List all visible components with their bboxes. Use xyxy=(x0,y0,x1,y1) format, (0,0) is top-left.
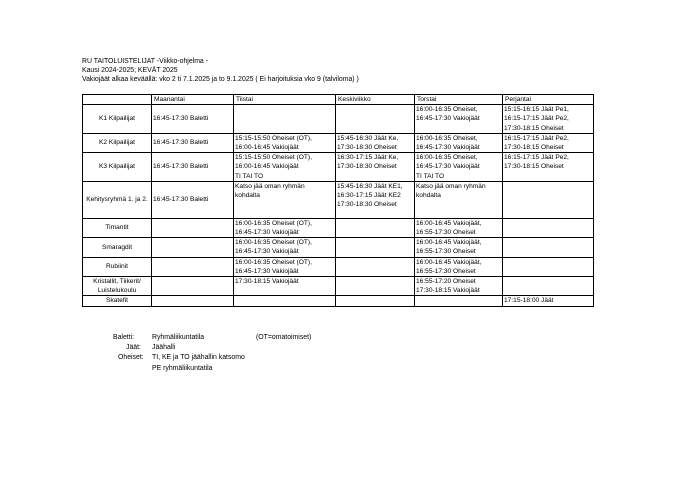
schedule-cell-friday xyxy=(503,277,594,296)
schedule-cell-friday xyxy=(503,257,594,276)
schedule-entry: 16:00-16:35 Oheiset (OT), xyxy=(235,258,312,266)
schedule-entry: kohdalta xyxy=(235,192,260,200)
schedule-entry: 16:45-17:30 Vakiojäät xyxy=(416,115,480,123)
schedule-entry: TI TAI TO xyxy=(235,172,264,180)
schedule-cell-tuesday xyxy=(234,238,336,257)
table-row xyxy=(83,133,594,152)
group-name-cell: Smaragdit xyxy=(83,238,152,257)
schedule-entry: 17:30-18:15 Vakiojäät xyxy=(416,287,480,295)
schedule-entry: 16:00-16:35 Oheiset, xyxy=(416,154,478,162)
schedule-entry: 15:15-15:50 Oheiset (OT), xyxy=(235,154,312,162)
schedule-cell-tuesday xyxy=(234,257,336,276)
schedule-entry: 16:45-17:30 Baletti xyxy=(153,139,209,147)
schedule-entry: Katso jää oman ryhmän xyxy=(235,182,305,190)
table-row xyxy=(83,296,594,306)
schedule-entry: 15:45-16:30 Jäät Ke, xyxy=(337,134,399,142)
legend-jaat-label: Jäät: xyxy=(126,344,141,351)
schedule-cell-monday xyxy=(152,181,234,218)
legend-oheiset-label: Oheiset: xyxy=(118,354,144,361)
schedule-entry: 16:15-17:15 Jäät Pe2, xyxy=(504,134,569,142)
schedule-cell-monday xyxy=(152,257,234,276)
schedule-entry: 15:15-16:15 Jäät Pe1, xyxy=(504,106,569,114)
schedule-cell-wednesday xyxy=(336,133,415,152)
schedule-entry: 17:15-18:00 Jäät xyxy=(504,297,554,305)
group-name-cell: Rubiinit xyxy=(83,257,152,276)
header-cell-group xyxy=(83,95,152,105)
schedule-entry: 16:00-16:35 Oheiset, xyxy=(416,106,478,114)
season-line: Kausi 2024-2025; KEVÄT 2025 xyxy=(82,67,178,74)
table-row xyxy=(83,238,594,257)
schedule-entry: 17:30-18:30 Oheiset xyxy=(337,144,397,152)
schedule-cell-thursday xyxy=(415,296,503,306)
schedule-entry: 16:45-17:30 Baletti xyxy=(153,115,209,123)
schedule-entry: 16:30-17:15 Jäät KE2 xyxy=(337,192,401,200)
schedule-cell-wednesday xyxy=(336,277,415,296)
schedule-entry: 16:00-16:35 Oheiset (OT), xyxy=(235,219,312,227)
schedule-cell-wednesday xyxy=(336,218,415,237)
schedule-cell-monday xyxy=(152,218,234,237)
schedule-cell-friday xyxy=(503,296,594,306)
legend-ot-note: (OT=omatoimiset) xyxy=(256,334,312,341)
schedule-entry: 15:15-15:50 Oheiset (OT), xyxy=(235,134,312,142)
schedule-cell-monday xyxy=(152,238,234,257)
schedule-entry: 16:30-17:15 Jäät Ke, xyxy=(337,154,399,162)
table-row xyxy=(83,181,594,218)
schedule-cell-thursday xyxy=(415,218,503,237)
legend-baletti-label: Baletti: xyxy=(113,334,135,341)
schedule-cell-tuesday xyxy=(234,105,336,134)
schedule-cell-friday xyxy=(503,105,594,134)
schedule-cell-thursday xyxy=(415,181,503,218)
schedule-cell-friday xyxy=(503,133,594,152)
schedule-entry: 16:00-16:45 Vakiojäät xyxy=(235,144,299,152)
schedule-cell-wednesday xyxy=(336,105,415,134)
header-cell-wednesday: Keskiviikko xyxy=(336,95,415,105)
schedule-cell-thursday xyxy=(415,277,503,296)
table-header-row xyxy=(83,95,594,105)
schedule-entry: 16:45-17:30 Vakiojäät xyxy=(235,248,299,256)
weekly-schedule-table xyxy=(82,94,594,307)
schedule-entry: 16:45-17:30 Vakiojäät xyxy=(416,144,480,152)
schedule-entry: 16:55-17:30 Oheiset xyxy=(416,229,476,237)
schedule-cell-thursday xyxy=(415,105,503,134)
schedule-entry: 16:45-17:30 Vakiojäät xyxy=(235,229,299,237)
schedule-entry: 16:45-17:30 Baletti xyxy=(153,163,209,171)
schedule-cell-friday xyxy=(503,238,594,257)
start-date-line: Vakiojäät alkaa keväällä: vko 2 ti 7.1.2025 ja to 9.1.2025 ( Ei harjoituksia vko 9 (talviloma) ) xyxy=(82,76,359,83)
schedule-entry: 16:00-16:45 Vakiojäät, xyxy=(416,239,482,247)
schedule-cell-monday xyxy=(152,153,234,182)
schedule-entry: kohdalta xyxy=(416,192,441,200)
group-name-cell: K1 Kilpailijat xyxy=(83,105,152,134)
schedule-entry: 15:45-16:30 Jäät KE1, xyxy=(337,182,403,190)
header-cell-thursday: Torstai xyxy=(415,95,503,105)
schedule-cell-monday xyxy=(152,133,234,152)
schedule-entry: 17:30-18:30 Oheiset xyxy=(337,163,397,171)
legend-baletti-value: Ryhmäliikuntatila xyxy=(152,334,205,341)
schedule-cell-monday xyxy=(152,105,234,134)
schedule-cell-tuesday xyxy=(234,277,336,296)
schedule-cell-thursday xyxy=(415,238,503,257)
table-row xyxy=(83,153,594,182)
legend-oheiset-value-2: PE ryhmäliikuntatila xyxy=(152,365,213,372)
table-row xyxy=(83,277,594,296)
schedule-entry: 16:45-17:30 Vakiojäät xyxy=(416,163,480,171)
schedule-cell-friday xyxy=(503,153,594,182)
schedule-entry: 17:30-18:15 Oheiset xyxy=(504,163,564,171)
schedule-cell-wednesday xyxy=(336,296,415,306)
schedule-entry: 16:00-16:45 Vakiojäät, xyxy=(416,258,482,266)
schedule-entry: 16:15-17:15 Jäät Pe2, xyxy=(504,154,569,162)
schedule-cell-friday xyxy=(503,181,594,218)
schedule-cell-thursday xyxy=(415,153,503,182)
header-cell-friday: Perjantai xyxy=(503,95,594,105)
schedule-entry: 16:00-16:35 Oheiset (OT), xyxy=(235,239,312,247)
schedule-cell-monday xyxy=(152,277,234,296)
schedule-entry: 16:15-17:15 Jäät Pe2, xyxy=(504,115,569,123)
header-cell-monday: Maanantai xyxy=(152,95,234,105)
document-title: RU TAITOLUISTELIJAT -Viikko-ohjelma - xyxy=(82,58,208,65)
schedule-cell-tuesday xyxy=(234,133,336,152)
schedule-entry: 16:55-17:30 Oheiset xyxy=(416,267,476,275)
schedule-cell-thursday xyxy=(415,257,503,276)
schedule-entry: 16:55-17:30 Oheiset xyxy=(416,248,476,256)
schedule-entry: 16:45-17:30 Vakiojäät xyxy=(235,267,299,275)
group-name-cell: K2 Kilpailijat xyxy=(83,133,152,152)
schedule-entry: 16:00-16:45 Vakiojäät xyxy=(235,163,299,171)
table-row xyxy=(83,218,594,237)
schedule-entry: 17:30-18:15 Vakiojäät xyxy=(235,278,299,286)
schedule-entry: 17:30-18:30 Oheiset xyxy=(337,201,397,209)
schedule-entry: 16:55-17:20 Oheiset xyxy=(416,278,476,286)
schedule-entry: TI TAI TO xyxy=(416,172,445,180)
schedule-entry: Katso jää oman ryhmän xyxy=(416,182,486,190)
group-name-cell: Skatefit xyxy=(83,296,152,306)
table-row xyxy=(83,105,594,134)
schedule-entry: 16:00-16:45 Vakiojäät, xyxy=(416,219,482,227)
legend-jaat-value: Jäähalli xyxy=(152,344,176,351)
schedule-cell-wednesday xyxy=(336,238,415,257)
schedule-cell-monday xyxy=(152,296,234,306)
schedule-cell-tuesday xyxy=(234,181,336,218)
schedule-cell-tuesday xyxy=(234,218,336,237)
group-name-cell: K3 Kilpailijat xyxy=(83,153,152,182)
schedule-cell-tuesday xyxy=(234,296,336,306)
schedule-entry: 16:00-16:35 Oheiset, xyxy=(416,134,478,142)
header-cell-tuesday: Tiistai xyxy=(234,95,336,105)
schedule-entry: 16:45-17:30 Baletti xyxy=(153,196,209,204)
legend-oheiset-value: TI, KE ja TO jäähallin katsomo xyxy=(152,354,245,361)
schedule-cell-friday xyxy=(503,218,594,237)
schedule-cell-thursday xyxy=(415,133,503,152)
group-name-cell: Timantit xyxy=(83,218,152,237)
schedule-entry: 17:30-18:15 Oheiset xyxy=(504,144,564,152)
schedule-cell-wednesday xyxy=(336,181,415,218)
schedule-cell-wednesday xyxy=(336,257,415,276)
schedule-cell-wednesday xyxy=(336,153,415,182)
schedule-entry: 17:30-18:15 Oheiset xyxy=(504,124,564,132)
group-name-cell: Kehitysryhmä 1. ja 2. xyxy=(83,181,152,218)
table-row xyxy=(83,257,594,276)
group-name-cell: Kristallit, Tiikerit/ Luistelukoulu xyxy=(83,277,152,296)
schedule-cell-tuesday xyxy=(234,153,336,182)
